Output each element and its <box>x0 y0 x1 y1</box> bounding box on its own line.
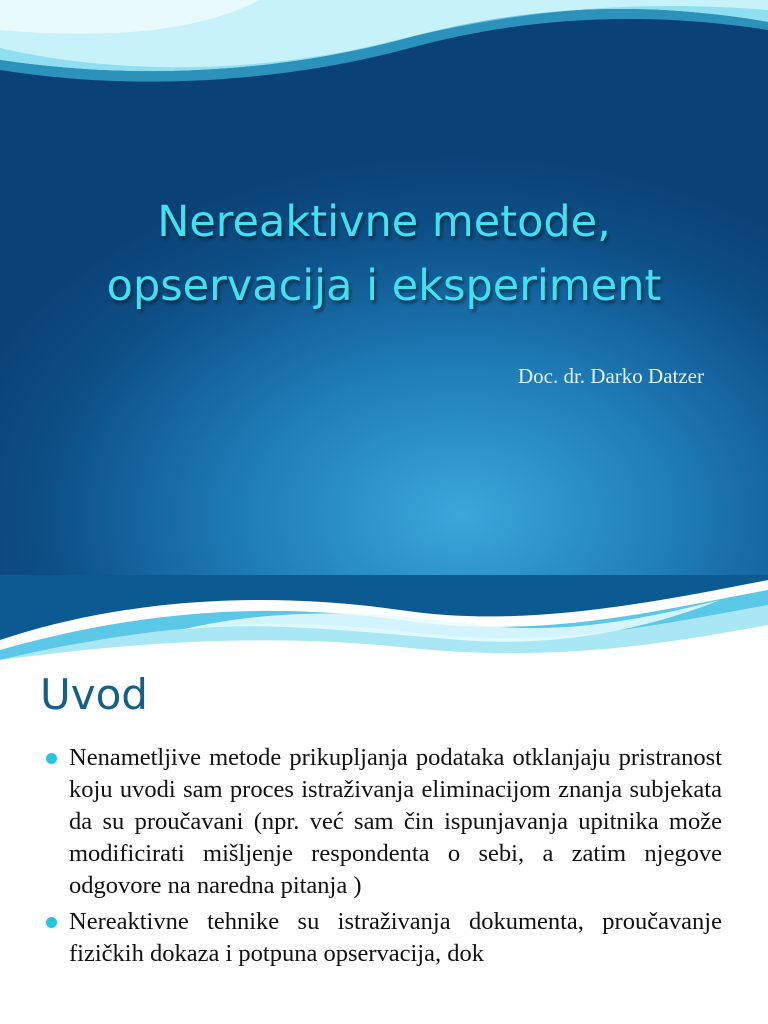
slide-title-line1: Nereaktivne metode, <box>157 197 611 247</box>
bullet-item <box>44 742 722 902</box>
bullet-dot-icon <box>46 753 57 764</box>
slide-title <box>0 190 768 318</box>
bullet-item <box>44 906 722 970</box>
bullet-dot-icon <box>46 917 57 928</box>
slide-title-line2: opservacija i eksperiment <box>106 261 662 311</box>
bullet-text: Nenametljive metode prikupljanja podataka otklanjaju pristranost koju uvodi sam proces istraživanja eliminacijom znanja subjekata da su proučavani (npr. već sam čin ispunjavanja upitnika može modificirati mišljenje respondenta o sebi, a zatim njegove odgovore na naredna pitanja ) <box>69 744 722 899</box>
author-name: Doc. dr. Darko Datzer <box>517 364 704 388</box>
intro-slide <box>0 660 768 1024</box>
intro-title: Uvod <box>40 670 148 719</box>
bullet-list <box>44 742 722 974</box>
bullet-text: Nereaktivne tehnike su istraživanja dokumenta, proučavanje fizičkih dokaza i potpuna opservacija, dok <box>69 908 722 967</box>
